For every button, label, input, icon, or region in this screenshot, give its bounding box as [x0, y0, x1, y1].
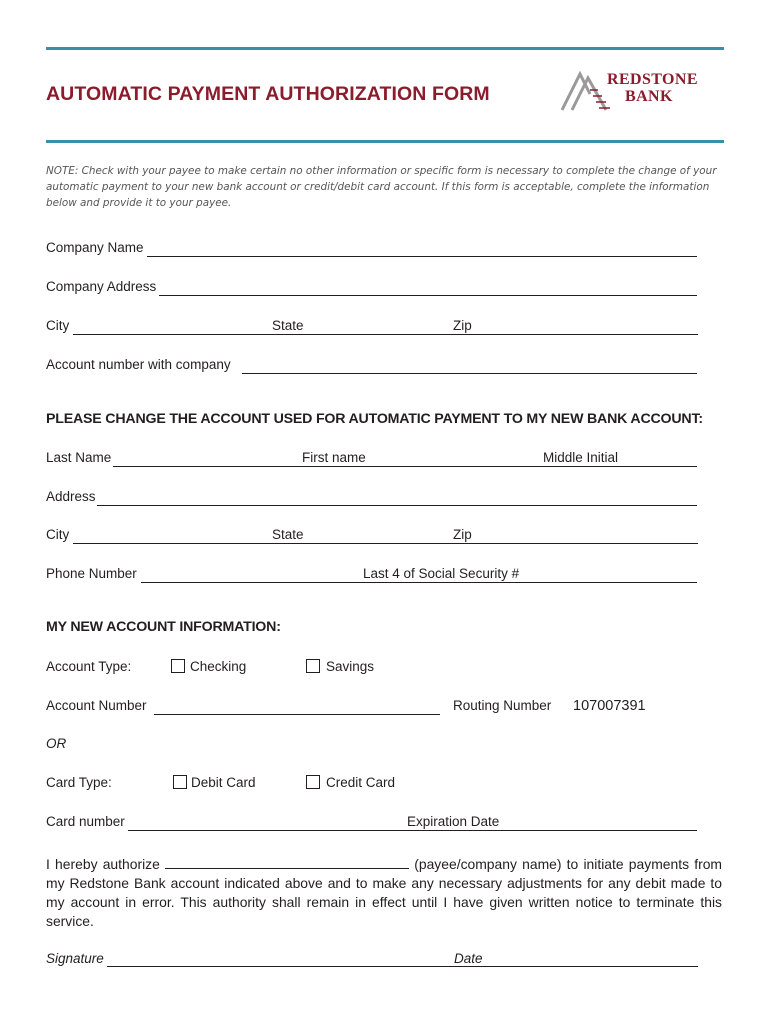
- date-label: Date: [454, 951, 483, 966]
- checking-label: Checking: [190, 659, 247, 674]
- phone-number-label: Phone Number: [46, 566, 137, 581]
- credit-card-checkbox[interactable]: [306, 775, 320, 789]
- logo-line-1: REDSTONE: [607, 71, 698, 88]
- savings-label: Savings: [326, 659, 375, 674]
- logo-line-2: BANK: [625, 88, 673, 105]
- logo-wordmark: [603, 72, 698, 105]
- name-field[interactable]: [113, 466, 697, 467]
- credit-card-label: Credit Card: [326, 775, 396, 790]
- company-zip-label: Zip: [453, 318, 472, 333]
- first-name-label: First name: [302, 450, 366, 465]
- city-label: City: [46, 527, 70, 542]
- account-number-field[interactable]: [154, 714, 440, 715]
- address-field[interactable]: [97, 505, 697, 506]
- new-account-heading: MY NEW ACCOUNT INFORMATION:: [46, 619, 281, 635]
- state-label: State: [272, 527, 304, 542]
- authorization-paragraph: [46, 855, 722, 931]
- debit-card-checkbox[interactable]: [173, 775, 187, 789]
- company-state-label: State: [272, 318, 304, 333]
- middle-initial-label: Middle Initial: [543, 450, 619, 465]
- company-name-field[interactable]: [147, 256, 697, 257]
- bank-logo: [560, 70, 720, 114]
- routing-number-label: Routing Number: [453, 698, 552, 713]
- account-number-label: Account Number: [46, 698, 147, 713]
- card-type-label: Card Type:: [46, 775, 112, 790]
- payee-name-field[interactable]: [165, 856, 409, 869]
- form-title: AUTOMATIC PAYMENT AUTHORIZATION FORM: [46, 83, 490, 105]
- top-rule: [46, 47, 724, 50]
- company-city-label: City: [46, 318, 70, 333]
- authorization-text-end: (payee/company name) to initiate payments from my Redstone Bank account indicated above and to make any necessary adjustments for any debit made to my account in error. This authority shall remain in effect until I have given written notice to terminate this service.: [46, 856, 722, 929]
- debit-card-label: Debit Card: [191, 775, 256, 790]
- or-label: OR: [46, 736, 67, 751]
- routing-number-value[interactable]: 107007391: [573, 698, 646, 714]
- header-bottom-rule: [46, 140, 724, 143]
- change-account-heading: PLEASE CHANGE THE ACCOUNT USED FOR AUTOMATIC PAYMENT TO MY NEW BANK ACCOUNT:: [46, 411, 703, 427]
- phone-field[interactable]: [141, 582, 697, 583]
- savings-checkbox[interactable]: [306, 659, 320, 673]
- company-account-field[interactable]: [242, 373, 697, 374]
- signature-label: Signature: [46, 951, 104, 966]
- company-city-field[interactable]: [73, 334, 698, 335]
- card-number-field[interactable]: [128, 830, 697, 831]
- ssn-label: Last 4 of Social Security #: [363, 566, 520, 581]
- checking-checkbox[interactable]: [171, 659, 185, 673]
- last-name-label: Last Name: [46, 450, 112, 465]
- address-label: Address: [46, 489, 96, 504]
- company-address-label: Company Address: [46, 279, 157, 294]
- card-number-label: Card number: [46, 814, 125, 829]
- company-account-label: Account number with company: [46, 357, 231, 372]
- zip-label: Zip: [453, 527, 472, 542]
- note-text: NOTE: Check with your payee to make certain no other information or specific form is necessary to complete the change of your automatic payment to your new bank account or credit/debit card account. If this form is acceptable, complete the information below and provide it to your payee.: [46, 165, 717, 209]
- city-field[interactable]: [73, 543, 698, 544]
- expiration-date-label: Expiration Date: [407, 814, 500, 829]
- signature-field[interactable]: [107, 966, 698, 967]
- account-type-label: Account Type:: [46, 659, 132, 674]
- authorization-text-start: I hereby authorize: [46, 856, 166, 872]
- company-name-label: Company Name: [46, 240, 144, 255]
- company-address-field[interactable]: [159, 295, 697, 296]
